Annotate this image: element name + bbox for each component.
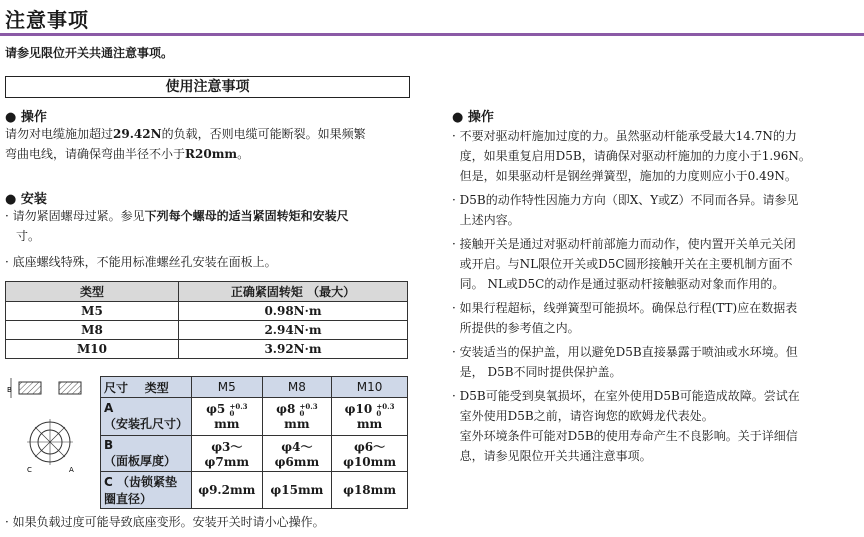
right-line: 室外使用D5B之前，请咨询您的欧姆龙代表处。 [452,409,714,423]
tolerance-plus: +0.3 [376,401,395,411]
install-line-1-cont: 寸。 [16,229,41,243]
tolerance-zero: 0 [229,408,235,418]
right-line: · D5B可能受到臭氧损坏，在室外使用D5B可能造成故障。尝试在 [452,389,800,403]
text-segment: R20mm [185,147,238,161]
cell-value: φ8 [276,402,296,417]
install-heading: ● 安装 [5,192,47,207]
tolerance-zero: 0 [299,408,305,418]
unit: mm [356,416,383,431]
text-segment: 的负载，否则电缆可能断裂。如果频繁 [161,127,366,141]
reference-note: 请参见限位开关共通注意事项。 [5,46,174,60]
dims-cell [262,398,332,436]
left-operation-line-1 [5,124,366,144]
table-row [6,302,408,321]
right-line: 室外环境条件可能对D5B的使用寿命产生不良影响。关于详细信 [452,429,798,443]
tolerance-zero: 0 [376,408,382,418]
dims-cell [332,436,408,472]
table-row [101,398,408,436]
dims-col-m5: M5 [192,377,263,398]
dims-cell [192,398,263,436]
row-label: C （齿锁紧垫 [104,475,177,489]
cell-value: φ3～ [211,440,243,454]
cell-value: φ4～ [281,440,313,454]
text-segment: 29.42N [113,127,162,141]
cross-section-right [59,382,81,394]
row-label: （安装孔尺寸） [104,417,189,431]
right-line: 上述内容。 [452,213,520,227]
row-label: （面板厚度） [104,454,177,468]
dims-row-c-label [101,472,192,509]
right-line: 息，请参见限位开关共通注意事项。 [452,449,652,463]
torque-cell: 2.94N·m [179,321,408,340]
torque-header-torque: 正确紧固转矩 （最大） [179,282,408,302]
table-row [101,436,408,472]
dims-row-a-label [101,398,192,436]
title-divider [0,33,864,36]
dims-cell: φ15mm [262,472,332,509]
dims-cell [192,436,263,472]
cell-value: φ6mm [274,455,320,469]
right-line: 度，如果重复启用D5B，请确保对驱动杆施加的力度小于1.96N。 [452,149,811,163]
text-segment: 下列每个螺母的适当紧固转矩和安装尺 [144,209,349,223]
right-line: 所提供的参考值之内。 [452,321,580,335]
right-line: · 如果行程超标，线弹簧型可能损坏。确保总行程(TT)应在数据表 [452,301,798,315]
dims-row-b-label [101,436,192,472]
dims-cell: φ18mm [332,472,408,509]
right-line: · 安装适当的保护盖，用以避免D5B直接暴露于喷油或水环境。但 [452,345,798,359]
dims-cell [262,436,332,472]
text-segment: 请勿对电缆施加超过 [5,127,114,141]
tolerance-plus: +0.3 [229,401,248,411]
torque-cell: 0.98N·m [179,302,408,321]
section-banner: 使用注意事项 [5,76,410,98]
torque-cell: M5 [6,302,179,321]
text-segment: · 请勿紧固螺母过紧。参见 [5,209,145,223]
right-line: · D5B的动作特性因施力方向（即X、Y或Z）不同而各异。请参见 [452,193,799,207]
unit: mm [214,416,240,431]
cell-value: φ10 [344,402,373,417]
dims-corner [101,377,192,398]
torque-header-type: 类型 [6,282,179,302]
right-line: 但是，如果驱动杆是钢丝弹簧型，施加的力度则应小于0.49N。 [452,169,797,183]
corner-label: 类型 [144,380,169,395]
table-row [6,340,408,359]
left-operation-line-2 [5,144,249,164]
torque-cell: 3.92N·m [179,340,408,359]
tolerance-plus: +0.3 [299,401,318,411]
mounting-drawing [5,376,100,482]
torque-cell: M8 [6,321,179,340]
left-operation-heading: ● 操作 [5,110,47,125]
drawing-label-a: A [69,466,74,474]
table-row [6,321,408,340]
dims-cell: φ9.2mm [192,472,263,509]
cell-value: φ6～ [353,440,386,454]
cell-value: φ7mm [204,455,250,469]
install-line-1 [5,206,349,226]
drawing-label-b: B [7,386,12,394]
drawing-label-c: C [27,466,32,474]
torque-table [5,281,408,359]
install-line-2: · 底座螺线特殊，不能用标准螺丝孔安装在面板上。 [5,255,277,269]
corner-label: 尺寸 [104,380,129,395]
text-segment: 。 [237,147,250,161]
dims-cell [332,398,408,436]
right-line: 是， D5B不同时提供保护盖。 [452,365,622,379]
torque-cell: M10 [6,340,179,359]
right-operation-heading: ● 操作 [452,110,494,125]
dims-col-m8: M8 [262,377,332,398]
dims-col-m10: M10 [332,377,408,398]
cell-value: φ5 [206,402,226,417]
text-segment: 弯曲电线，请确保弯曲半径不小于 [5,147,186,161]
unit: mm [284,416,310,431]
right-line: · 接触开关是通过对驱动杆前部施力而动作，使内置开关单元关闭 [452,237,796,251]
footer-note: · 如果负载过度可能导致底座变形。安装开关时请小心操作。 [5,515,325,529]
row-label: B [104,438,114,452]
cell-value: φ10mm [343,455,397,469]
cross-section-left [19,382,41,394]
right-line: 同。 NL或D5C的动作是通过驱动杆接触驱动对象而作用的。 [452,277,785,291]
row-label: A [104,401,114,415]
table-row [101,472,408,509]
page-title: 注意事项 [5,8,89,32]
row-label: 圈直径） [104,492,153,506]
mounting-dimensions-table [100,376,408,509]
right-line: · 不要对驱动杆施加过度的力。虽然驱动杆能承受最大14.7N的力 [452,129,797,143]
right-line: 或开启。与NL限位开关或D5C圆形接触开关在主要机制方面不 [452,257,793,271]
